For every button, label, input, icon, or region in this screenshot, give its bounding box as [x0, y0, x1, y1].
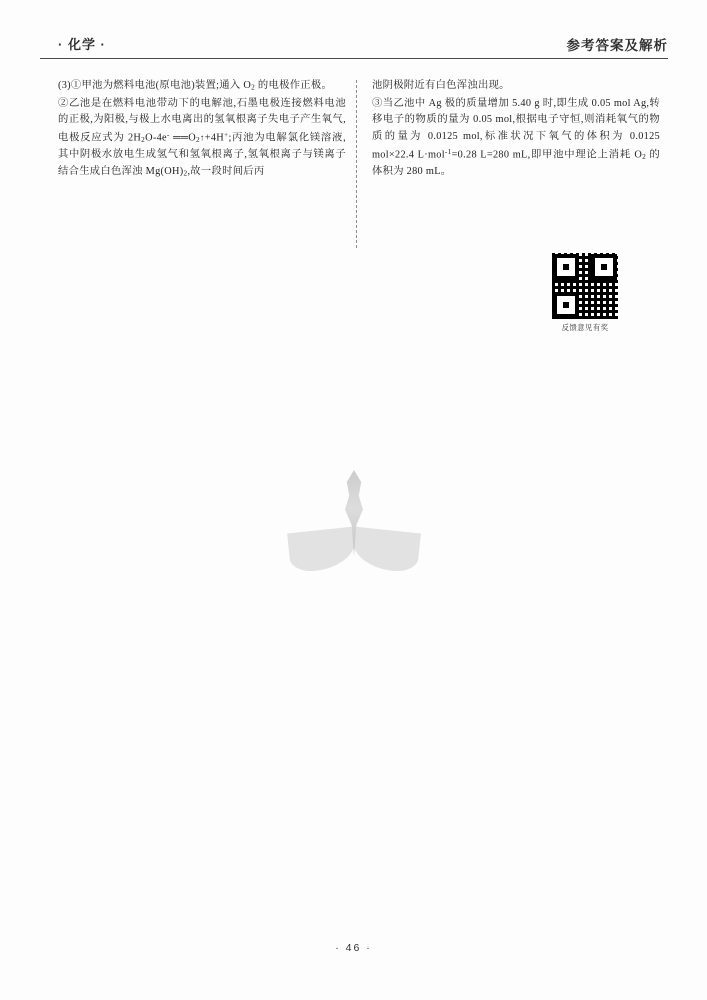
right-column: [372, 78, 660, 181]
section-title: 参考答案及解析: [566, 38, 668, 53]
page-header: [40, 34, 668, 62]
paragraph-3-3: ③当乙池中 Ag 极的质量增加 5.40 g 时,即生成 0.05 mol Ag,转移电子的物质的量为 0.05 mol,根据电子守恒,则消耗氧气的物质的量为 0.0125 mol,标准状况下氧气的体积为 0.0125 mol×22.4 L·mol$^{-1}$=0.28 L=280 mL,即甲池中理论上消耗 $O_2$ 的体积为 280 mL。: [372, 97, 660, 177]
paragraph-continuation: 池阴极附近有白色浑浊出现。: [372, 80, 510, 91]
watermark-leaf-left: [287, 527, 357, 574]
left-column: [58, 78, 346, 181]
paragraph-3-1: (3)①甲池为燃料电池(原电池)装置;通入 $O_2$ 的电极作正极。: [58, 80, 333, 92]
publisher-logo-watermark: [289, 470, 419, 580]
qr-caption: 反馈意见有奖: [561, 323, 609, 332]
paragraph-3-2: ②乙池是在燃料电池带动下的电解池,石墨电极连接燃料电池的正极,为阳极,与极上水电离出的氢氧根离子失电子产生氧气,电极反应式为 $2H_2O-4e^-$ $══O_2↑+4H^+$;丙池为电解氯化镁溶液,其中阴极水放电生成氢气和氢氧根离子,氢氧根离子与镁离子结合生成白色浑浊 $Mg(OH)_2$,故一段时间后丙: [58, 97, 346, 178]
qr-code-icon[interactable]: [552, 253, 618, 319]
column-divider: [356, 80, 357, 248]
watermark-leaf-right: [351, 527, 421, 574]
header-divider-rule: [40, 58, 668, 59]
page-number: · 46 ·: [335, 942, 372, 954]
feedback-qr-block[interactable]: [552, 253, 618, 333]
subject-label: · 化学 ·: [58, 37, 106, 52]
qr-finder-bottom-left: [553, 292, 579, 318]
